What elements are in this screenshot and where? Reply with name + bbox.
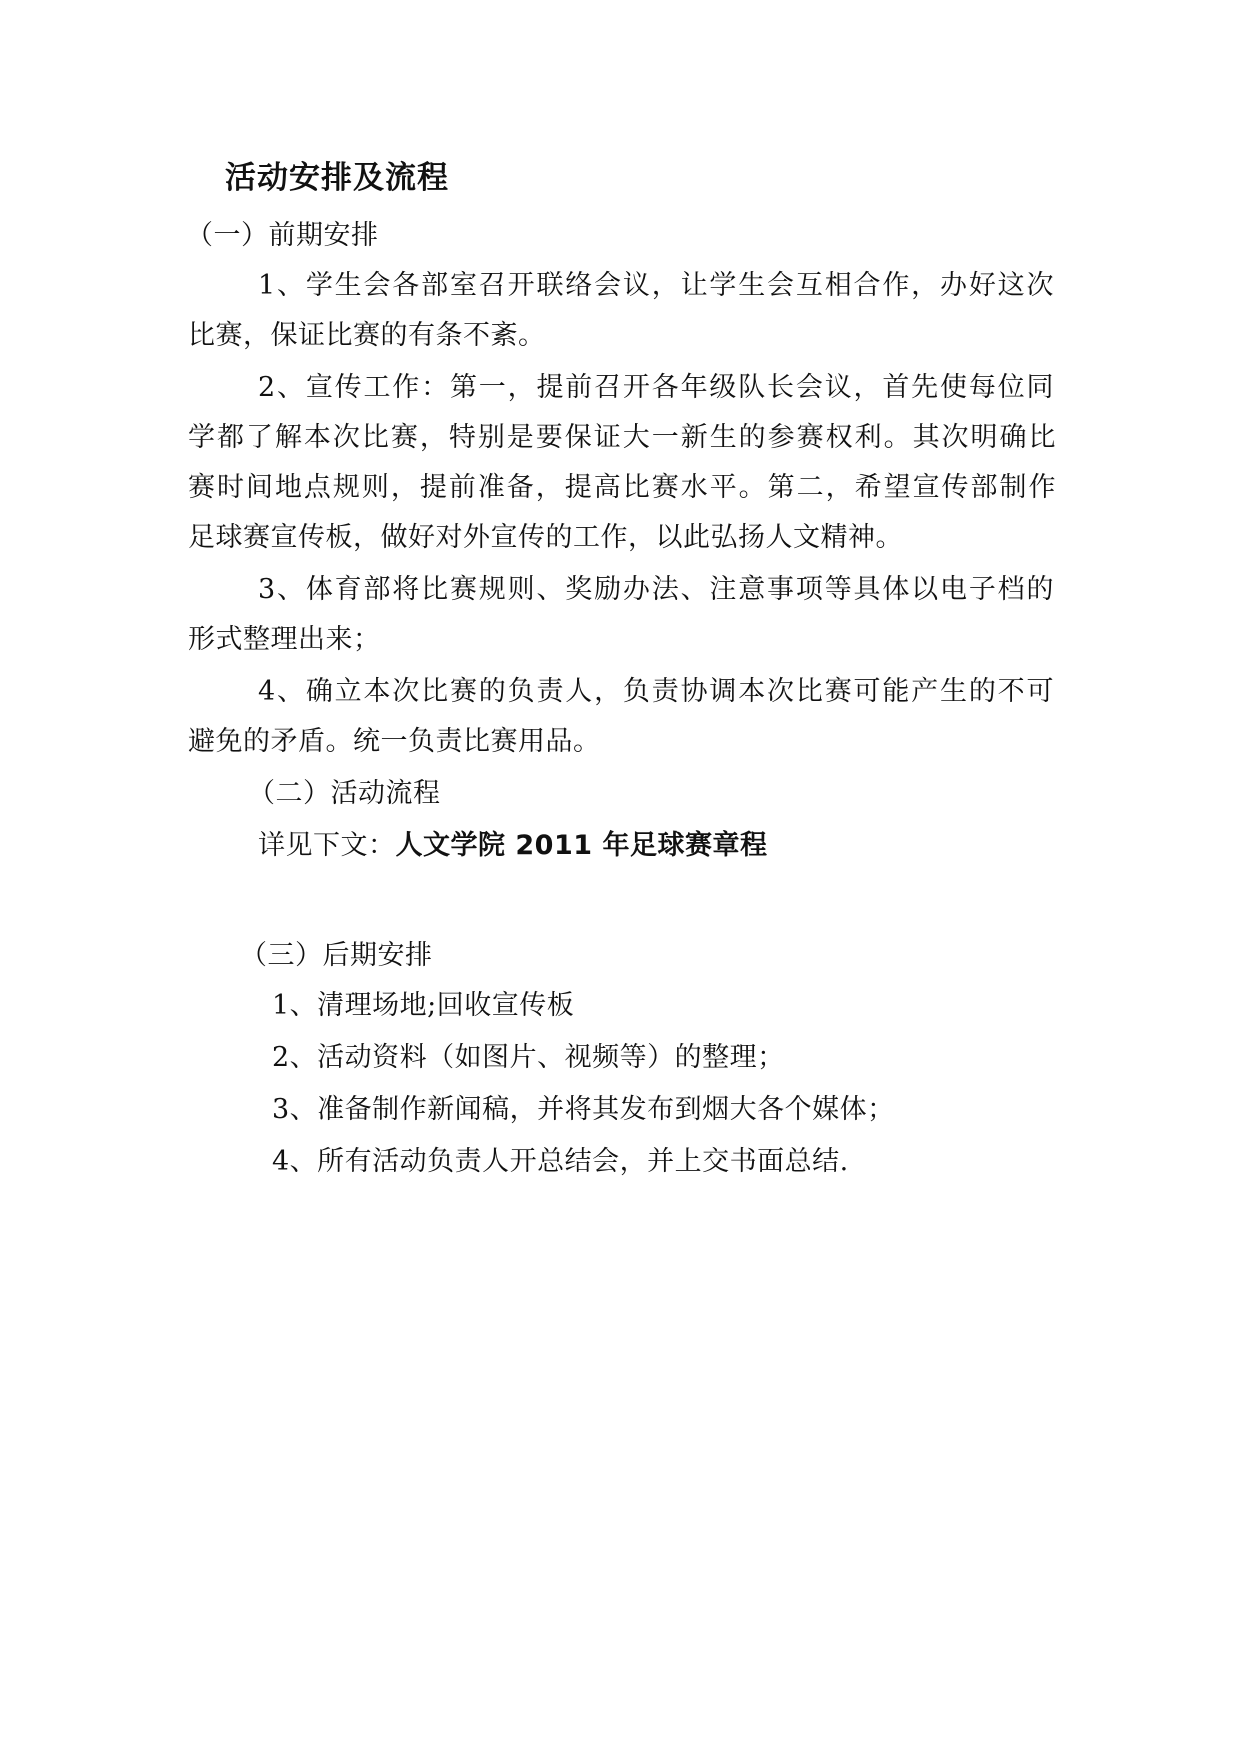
- section-1-item-2-line-1: 2、宣传工作：第一，提前召开各年级队长会议，首先使每位同: [258, 372, 1054, 403]
- section-1-item-2-line-3: 赛时间地点规则，提前准备，提高比赛水平。第二，希望宣传部制作: [188, 472, 1056, 503]
- section-2-heading: （二）活动流程: [248, 778, 441, 809]
- section-1-item-1-line-1: 1、学生会各部室召开联络会议，让学生会互相合作，办好这次: [258, 270, 1054, 301]
- section-2-detail: [258, 828, 767, 864]
- section-1-item-3-line-2: 形式整理出来；: [188, 624, 381, 655]
- section-2-detail-prefix: 详见下文：: [258, 830, 396, 861]
- section-3-item-2: 2、活动资料（如图片、视频等）的整理；: [272, 1042, 785, 1073]
- section-1-item-3-line-1: 3、体育部将比赛规则、奖励办法、注意事项等具体以电子档的: [258, 574, 1054, 605]
- section-3-item-3: 3、准备制作新闻稿，并将其发布到烟大各个媒体；: [272, 1094, 895, 1125]
- section-1-item-4-line-1: 4、确立本次比赛的负责人，负责协调本次比赛可能产生的不可: [258, 676, 1054, 707]
- section-2-detail-reference: 人文学院 2011 年足球赛章程: [395, 830, 768, 861]
- section-3-heading: （三）后期安排: [240, 940, 433, 971]
- section-1-item-1-line-2: 比赛，保证比赛的有条不紊。: [188, 320, 546, 351]
- section-1-item-2-line-4: 足球赛宣传板，做好对外宣传的工作，以此弘扬人文精神。: [188, 522, 903, 553]
- section-3-item-1: 1、清理场地;回收宣传板: [272, 990, 575, 1021]
- section-3-item-4: 4、所有活动负责人开总结会，并上交书面总结.: [272, 1146, 849, 1177]
- section-1-heading: （一）前期安排: [186, 220, 379, 251]
- document-title: 活动安排及流程: [225, 160, 449, 196]
- section-1-item-4-line-2: 避免的矛盾。统一负责比赛用品。: [188, 726, 601, 757]
- section-1-item-2-line-2: 学都了解本次比赛，特别是要保证大一新生的参赛权利。其次明确比: [188, 422, 1056, 453]
